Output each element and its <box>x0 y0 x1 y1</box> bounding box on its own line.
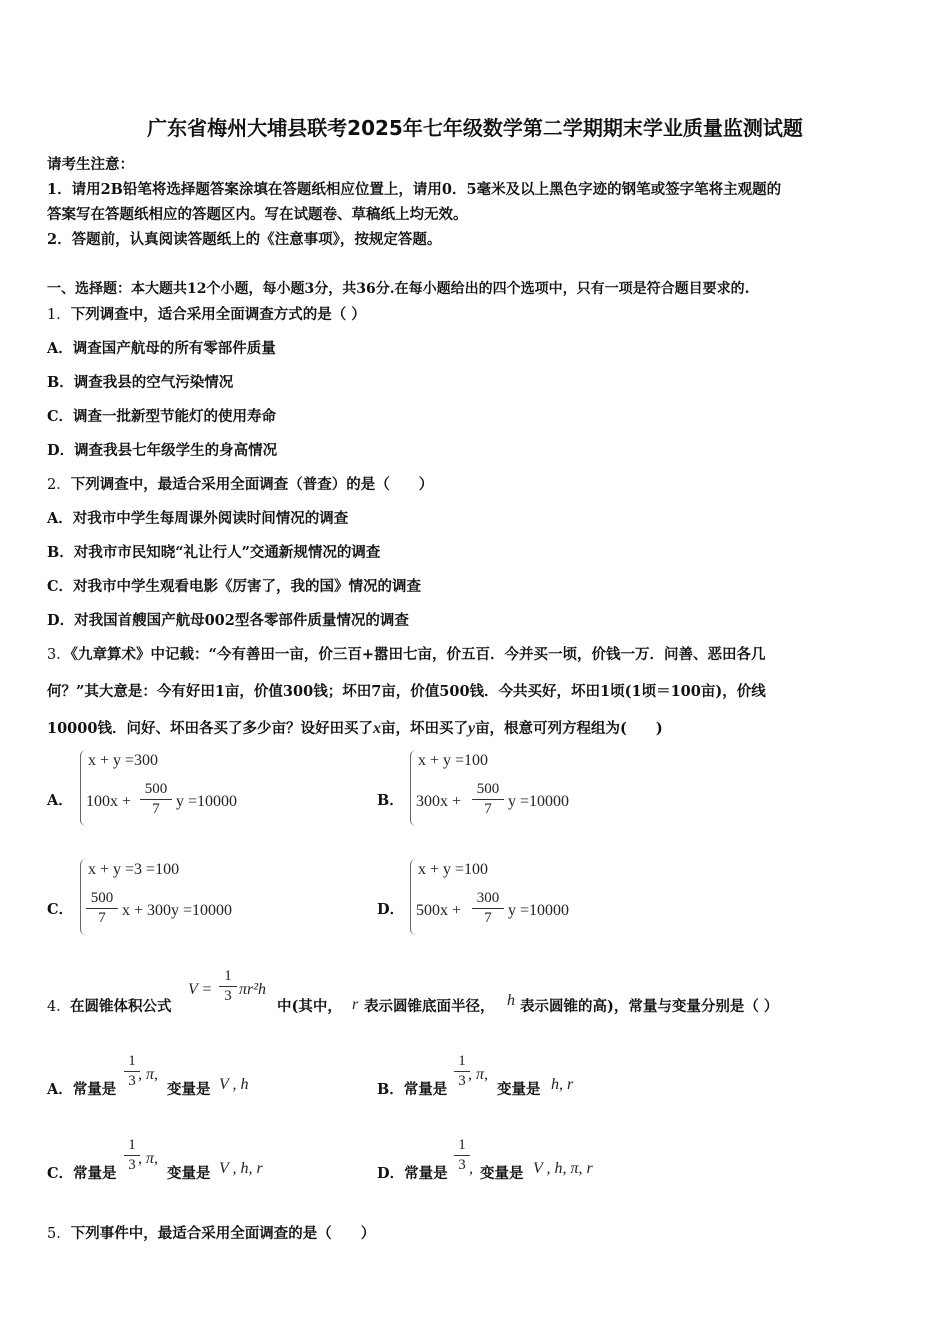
brace <box>410 750 417 826</box>
q3-option-b-label: B． <box>377 792 404 809</box>
denominator: 7 <box>484 910 492 926</box>
denominator: 7 <box>98 910 106 926</box>
stem-part: 亩，坏田买了 <box>380 720 468 737</box>
numerator: 1 <box>458 1137 466 1153</box>
stem-part: 10000钱．问好、坏田各买了多少亩？设好田买了 <box>47 720 373 737</box>
notice-line-3: 2．答题前，认真阅读答题纸上的《注意事项》，按规定答题。 <box>47 231 442 248</box>
comma: , <box>469 1160 473 1177</box>
equation-2-tail: y =10000 <box>176 793 238 810</box>
question-4-stem-a: 在圆锥体积公式 <box>70 998 172 1015</box>
denominator: 7 <box>484 801 492 817</box>
q4-option-c-label: C．常量是 <box>47 1165 117 1182</box>
numerator: 1 <box>224 968 232 984</box>
notice-heading: 请考生注意： <box>47 156 134 173</box>
formula-tail: πr²h <box>239 981 267 998</box>
q2-option-a: A．对我市中学生每周课外阅读时间情况的调查 <box>47 510 349 527</box>
q1-option-d: D．调查我县七年级学生的身高情况 <box>47 442 278 459</box>
question-stem: 下列调查中，适合采用全面调查方式的是（ ） <box>70 306 366 323</box>
formula-v: V = <box>188 981 213 998</box>
constant-pi: , π, <box>138 1150 159 1167</box>
page-title: 广东省梅州大埔县联考2025年七年级数学第二学期期末学业质量监测试题 <box>147 116 803 140</box>
variables: V , h, r <box>219 1160 263 1177</box>
numerator: 500 <box>476 781 500 797</box>
variables: V , h, π, r <box>533 1160 593 1177</box>
numerator: 1 <box>128 1053 136 1069</box>
formula-fraction <box>219 968 237 1005</box>
variable-label: 变量是 <box>167 1165 211 1182</box>
fraction <box>472 890 504 927</box>
numerator: 500 <box>144 781 168 797</box>
question-number: 5． <box>47 1226 71 1242</box>
question-1 <box>47 303 366 324</box>
question-3-line-3 <box>47 717 663 738</box>
q2-option-c: C．对我市中学生观看电影《厉害了，我的国》情况的调查 <box>47 578 422 595</box>
fraction <box>472 781 504 818</box>
question-2 <box>47 473 433 494</box>
equation-2-lead: 100x + <box>86 793 132 810</box>
denominator: 3 <box>224 988 232 1004</box>
denominator: 3 <box>128 1157 136 1173</box>
question-4-stem-b: 中(其中， <box>277 998 342 1015</box>
brace <box>80 750 87 826</box>
equation-1: x + y =100 <box>418 752 489 769</box>
question-number: 1． <box>47 307 71 323</box>
equation-2-tail: y =10000 <box>508 902 570 919</box>
equation-2-lead: 300x + <box>416 793 462 810</box>
variable-h: h <box>507 992 515 1009</box>
question-number: 3． <box>47 647 71 663</box>
denominator: 3 <box>128 1073 136 1089</box>
question-stem: 下列调查中，最适合采用全面调查（普查）的是（ ） <box>70 476 434 493</box>
numerator: 500 <box>90 890 114 906</box>
question-3-line-1 <box>47 643 765 664</box>
question-4-stem-d: 表示圆锥的高)，常量与变量分别是（ ） <box>520 998 779 1015</box>
equation-1: x + y =3 =100 <box>88 861 180 878</box>
fraction <box>140 781 172 818</box>
q2-option-d: D．对我国首艘国产航母002型各零部件质量情况的调查 <box>47 612 409 629</box>
q4-option-d-label: D．常量是 <box>377 1165 448 1182</box>
denominator: 3 <box>458 1157 466 1173</box>
q3-option-a-label: A． <box>47 792 73 809</box>
constant-pi: , π, <box>468 1066 489 1083</box>
q1-option-c: C．调查一批新型节能灯的使用寿命 <box>47 408 277 425</box>
equation-2-tail: y =10000 <box>508 793 570 810</box>
fraction <box>86 890 118 927</box>
numerator: 1 <box>128 1137 136 1153</box>
q3-option-c-label: C． <box>47 901 74 918</box>
q2-option-b: B．对我市市民知晓“礼让行人”交通新规情况的调查 <box>47 544 381 561</box>
question-stem: 下列事件中，最适合采用全面调查的是（ ） <box>70 1225 376 1242</box>
stem-part: 亩，根意可列方程组为( ) <box>475 720 663 737</box>
numerator: 1 <box>458 1053 466 1069</box>
q1-option-b: B．调查我县的空气污染情况 <box>47 374 234 391</box>
numerator: 300 <box>476 890 500 906</box>
section-heading: 一、选择题：本大题共12个小题，每小题3分，共36分.在每小题给出的四个选项中，只有一项是符合题目要求的. <box>47 281 750 297</box>
variable-y: y <box>467 720 476 737</box>
variables: h, r <box>551 1076 574 1093</box>
q1-option-a: A．调查国产航母的所有零部件质量 <box>47 340 276 357</box>
question-3-line-2: 何？”其大意是：今有好田1亩，价值300钱；坏田7亩，价值500钱．今共买好，坏田1顷(1顷＝100亩)，价线 <box>47 683 766 700</box>
fraction <box>454 1137 470 1174</box>
equation-2-tail: x + 300y =10000 <box>122 902 233 919</box>
question-4-stem-c: 表示圆锥底面半径， <box>364 998 495 1015</box>
denominator: 3 <box>458 1073 466 1089</box>
variable-label: 变量是 <box>497 1081 541 1098</box>
denominator: 7 <box>152 801 160 817</box>
variable-label: 变量是 <box>167 1081 211 1098</box>
notice-line-2: 答案写在答题纸相应的答题区内。写在试题卷、草稿纸上均无效。 <box>47 206 468 223</box>
q4-option-a-label: A．常量是 <box>47 1081 117 1098</box>
constant-pi: , π, <box>138 1066 159 1083</box>
variable-x: x <box>372 720 381 737</box>
notice-line-1: 1．请用2B铅笔将选择题答案涂填在答题纸相应位置上，请用0．5毫米及以上黑色字迹的钢笔或签字笔将主观题的 <box>47 181 782 198</box>
question-5 <box>47 1222 375 1243</box>
variables: V , h <box>219 1076 249 1093</box>
q4-option-b-label: B．常量是 <box>377 1081 448 1098</box>
variable-label: 变量是 <box>480 1165 524 1182</box>
equation-1: x + y =300 <box>88 752 159 769</box>
equation-1: x + y =100 <box>418 861 489 878</box>
question-stem: 《九章算术》中记载：“今有善田一亩，价三百+嚣田七亩，价五百．今并买一顷，价钱一万．问善、恶田各几 <box>70 646 766 663</box>
variable-r: r <box>352 996 359 1013</box>
equation-2-lead: 500x + <box>416 902 462 919</box>
question-4-number: 4． <box>47 999 71 1015</box>
brace <box>410 859 417 935</box>
question-number: 2． <box>47 477 71 493</box>
q3-option-d-label: D． <box>377 901 405 918</box>
